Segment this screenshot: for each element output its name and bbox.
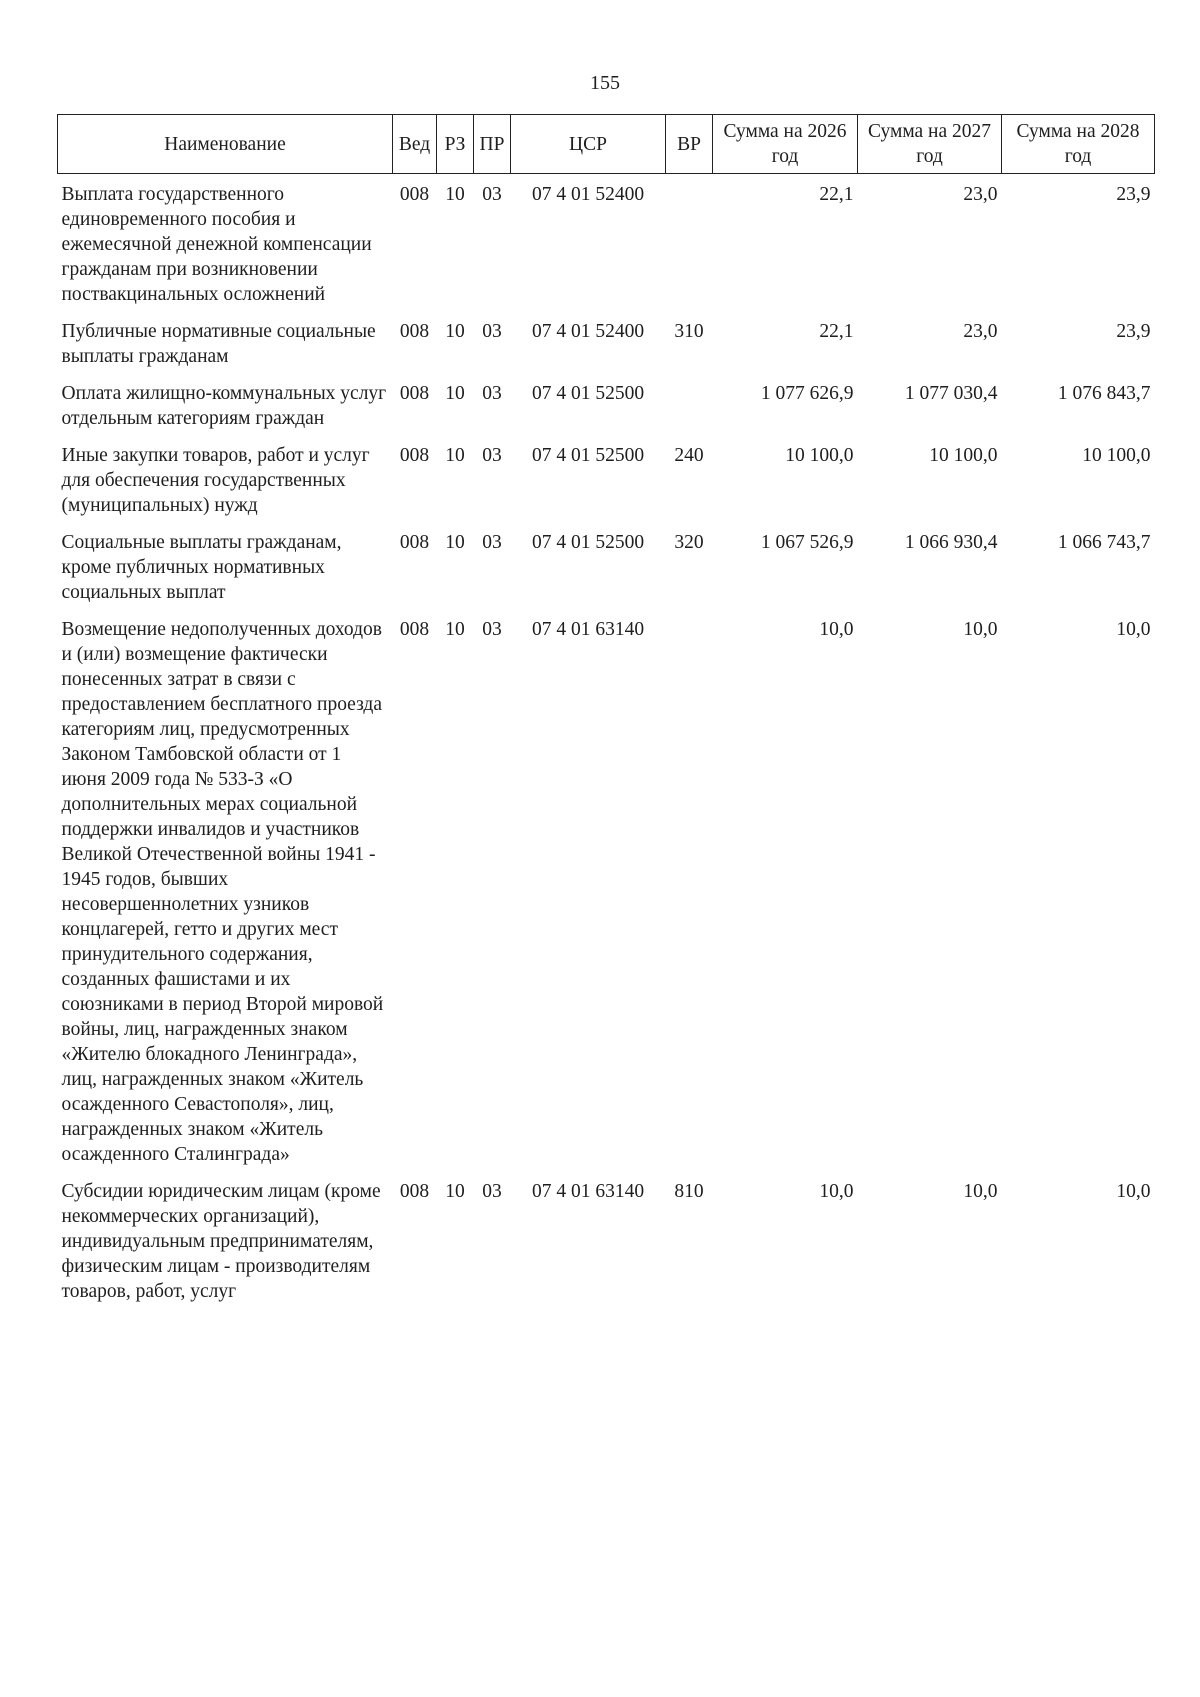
table-header-row: [58, 115, 1155, 174]
row-sum-2028: 10 100,0: [1082, 445, 1151, 466]
row-csr: 07 4 01 52500: [531, 383, 645, 404]
row-csr: 07 4 01 52500: [531, 445, 645, 466]
header-sum-2028: Сумма на 2028 год: [1002, 115, 1155, 174]
row-sum-2026: 22,1: [819, 184, 854, 205]
header-pr: ПР: [474, 115, 511, 174]
row-sum-2027: 23,0: [963, 184, 998, 205]
row-pr: 03: [482, 184, 502, 205]
row-sum-2026: 1 077 626,9: [760, 383, 854, 404]
budget-table: [57, 114, 1155, 1308]
row-rz: 10: [445, 383, 465, 404]
row-vr: [666, 373, 713, 435]
row-vr: [666, 174, 713, 312]
row-sum-2027: 10,0: [963, 1181, 998, 1202]
row-pr: 03: [482, 321, 502, 342]
header-vr: ВР: [666, 115, 713, 174]
row-ved: 008: [399, 321, 430, 342]
row-csr: 07 4 01 63140: [531, 619, 645, 640]
header-ved: Вед: [393, 115, 437, 174]
row-sum-2028: 10,0: [1116, 1181, 1151, 1202]
row-vr: [666, 609, 713, 1171]
header-rz: РЗ: [437, 115, 474, 174]
row-ved: 008: [399, 383, 430, 404]
row-vr: 810: [674, 1181, 704, 1202]
row-vr: 320: [674, 532, 704, 553]
header-sum-2027: Сумма на 2027 год: [858, 115, 1002, 174]
row-sum-2028: 1 076 843,7: [1057, 383, 1151, 404]
row-csr: 07 4 01 52500: [531, 532, 645, 553]
table-row: [58, 373, 1155, 435]
row-pr: 03: [482, 383, 502, 404]
row-pr: 03: [482, 1181, 502, 1202]
row-sum-2026: 10,0: [819, 1181, 854, 1202]
row-rz: 10: [445, 184, 465, 205]
row-pr: 03: [482, 445, 502, 466]
row-vr: 240: [674, 445, 704, 466]
row-pr: 03: [482, 619, 502, 640]
row-sum-2027: 23,0: [963, 321, 998, 342]
row-sum-2027: 10,0: [963, 619, 998, 640]
row-sum-2028: 1 066 743,7: [1057, 532, 1151, 553]
row-sum-2027: 10 100,0: [929, 445, 998, 466]
row-sum-2028: 10,0: [1116, 619, 1151, 640]
row-sum-2027: 1 066 930,4: [904, 532, 998, 553]
row-sum-2028: 23,9: [1116, 184, 1151, 205]
table-row: [58, 609, 1155, 1171]
row-name: Субсидии юридическим лицам (кроме некоммерческих организаций), индивидуальным предпринимателям, физическим лицам - производителям товаров, работ, услуг: [61, 1181, 381, 1302]
row-ved: 008: [399, 445, 430, 466]
row-name: Социальные выплаты гражданам, кроме публичных нормативных социальных выплат: [61, 532, 342, 603]
row-rz: 10: [445, 445, 465, 466]
row-csr: 07 4 01 52400: [531, 321, 645, 342]
row-rz: 10: [445, 1181, 465, 1202]
row-sum-2026: 10 100,0: [785, 445, 854, 466]
row-sum-2026: 10,0: [819, 619, 854, 640]
row-sum-2026: 22,1: [819, 321, 854, 342]
row-name: Публичные нормативные социальные выплаты гражданам: [61, 321, 376, 367]
row-rz: 10: [445, 321, 465, 342]
row-sum-2026: 1 067 526,9: [760, 532, 854, 553]
table-row: [58, 522, 1155, 609]
row-csr: 07 4 01 52400: [531, 184, 645, 205]
header-sum-2026: Сумма на 2026 год: [713, 115, 858, 174]
row-name: Оплата жилищно-коммунальных услуг отдельным категориям граждан: [61, 383, 387, 429]
row-rz: 10: [445, 619, 465, 640]
row-name: Иные закупки товаров, работ и услуг для обеспечения государственных (муниципальных) нужд: [61, 445, 370, 516]
row-ved: 008: [399, 532, 430, 553]
table-row: [58, 174, 1155, 312]
table-row: [58, 1171, 1155, 1308]
header-name: Наименование: [58, 115, 393, 174]
row-ved: 008: [399, 1181, 430, 1202]
table-row: [58, 435, 1155, 522]
row-pr: 03: [482, 532, 502, 553]
row-rz: 10: [445, 532, 465, 553]
row-csr: 07 4 01 63140: [531, 1181, 645, 1202]
row-sum-2028: 23,9: [1116, 321, 1151, 342]
page-number: 155: [590, 72, 620, 94]
row-ved: 008: [399, 184, 430, 205]
row-name: Возмещение недополученных доходов и (или) возмещение фактически понесенных затрат в связи с предоставлением бесплатного проезда категориям лиц, предусмотренных Законом Тамбовской области от 1 июня 2009 года № 533-З «О дополнительных мерах социальной поддержки инвалидов и участников Великой Отечественной войны 1941 - 1945 годов, бывших несовершеннолетних узников концлагерей, гетто и других мест принудительного содержания, созданных фашистами и их союзниками в период Второй мировой войны, лиц, награжденных знаком «Жителю блокадного Ленинграда», лиц, награжденных знаком «Житель осажденного Севастополя», лиц, награжденных знаком «Житель осажденного Сталинграда»: [61, 619, 384, 1165]
row-name: Выплата государственного единовременного пособия и ежемесячной денежной компенсации гражданам при возникновении поствакцинальных осложнений: [61, 184, 372, 305]
header-csr: ЦСР: [511, 115, 666, 174]
row-vr: 310: [674, 321, 704, 342]
table-row: [58, 311, 1155, 373]
row-ved: 008: [399, 619, 430, 640]
row-sum-2027: 1 077 030,4: [904, 383, 998, 404]
